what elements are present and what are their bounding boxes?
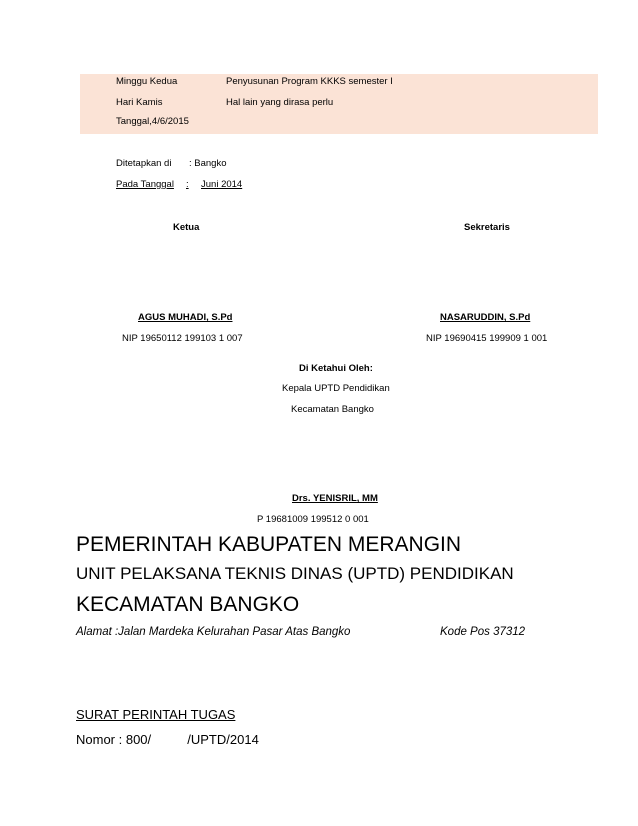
letterhead-line2: UNIT PELAKSANA TEKNIS DINAS (UPTD) PENDIDIKAN [76, 564, 514, 583]
date-label: Pada Tanggal [116, 179, 174, 190]
chair-nip: NIP 19650112 199103 1 007 [122, 333, 243, 344]
schedule-row-2-value: Hal lain yang dirasa perlu [226, 97, 334, 108]
letterhead-address: Alamat :Jalan Mardeka Kelurahan Pasar Atas Bangko [76, 626, 351, 638]
date-value: Juni 2014 [201, 179, 243, 190]
schedule-row-1-value: Penyusunan Program KKKS semester I [226, 76, 393, 87]
acknowledged-heading: Di Ketahui Oleh: [299, 363, 373, 374]
schedule-row-3-label: Tanggal,4/6/2015 [116, 116, 189, 127]
date-colon: : [186, 179, 189, 190]
place-value: : Bangko [189, 158, 227, 169]
letterhead-postcode: Kode Pos 37312 [440, 626, 526, 638]
letter-number: Nomor : 800/ /UPTD/2014 [76, 732, 259, 747]
acknowledged-line2: Kecamatan Bangko [291, 404, 374, 415]
letter-title: SURAT PERINTAH TUGAS [76, 707, 236, 722]
secretary-nip: NIP 19690415 199909 1 001 [426, 333, 548, 344]
place-label: Ditetapkan di [116, 158, 172, 169]
letterhead-line1: PEMERINTAH KABUPATEN MERANGIN [76, 533, 462, 556]
secretary-title: Sekretaris [464, 222, 510, 233]
secretary-name: NASARUDDIN, S.Pd [440, 312, 531, 323]
schedule-row-1-label: Minggu Kedua [116, 76, 178, 87]
chair-name: AGUS MUHADI, S.Pd [138, 312, 233, 323]
acknowledged-name: Drs. YENISRIL, MM [292, 493, 378, 504]
chair-title: Ketua [173, 222, 200, 233]
acknowledged-nip: P 19681009 199512 0 001 [257, 514, 369, 525]
letterhead-line3: KECAMATAN BANGKO [76, 593, 300, 616]
acknowledged-line1: Kepala UPTD Pendidikan [282, 383, 390, 394]
schedule-row-2-label: Hari Kamis [116, 97, 163, 108]
